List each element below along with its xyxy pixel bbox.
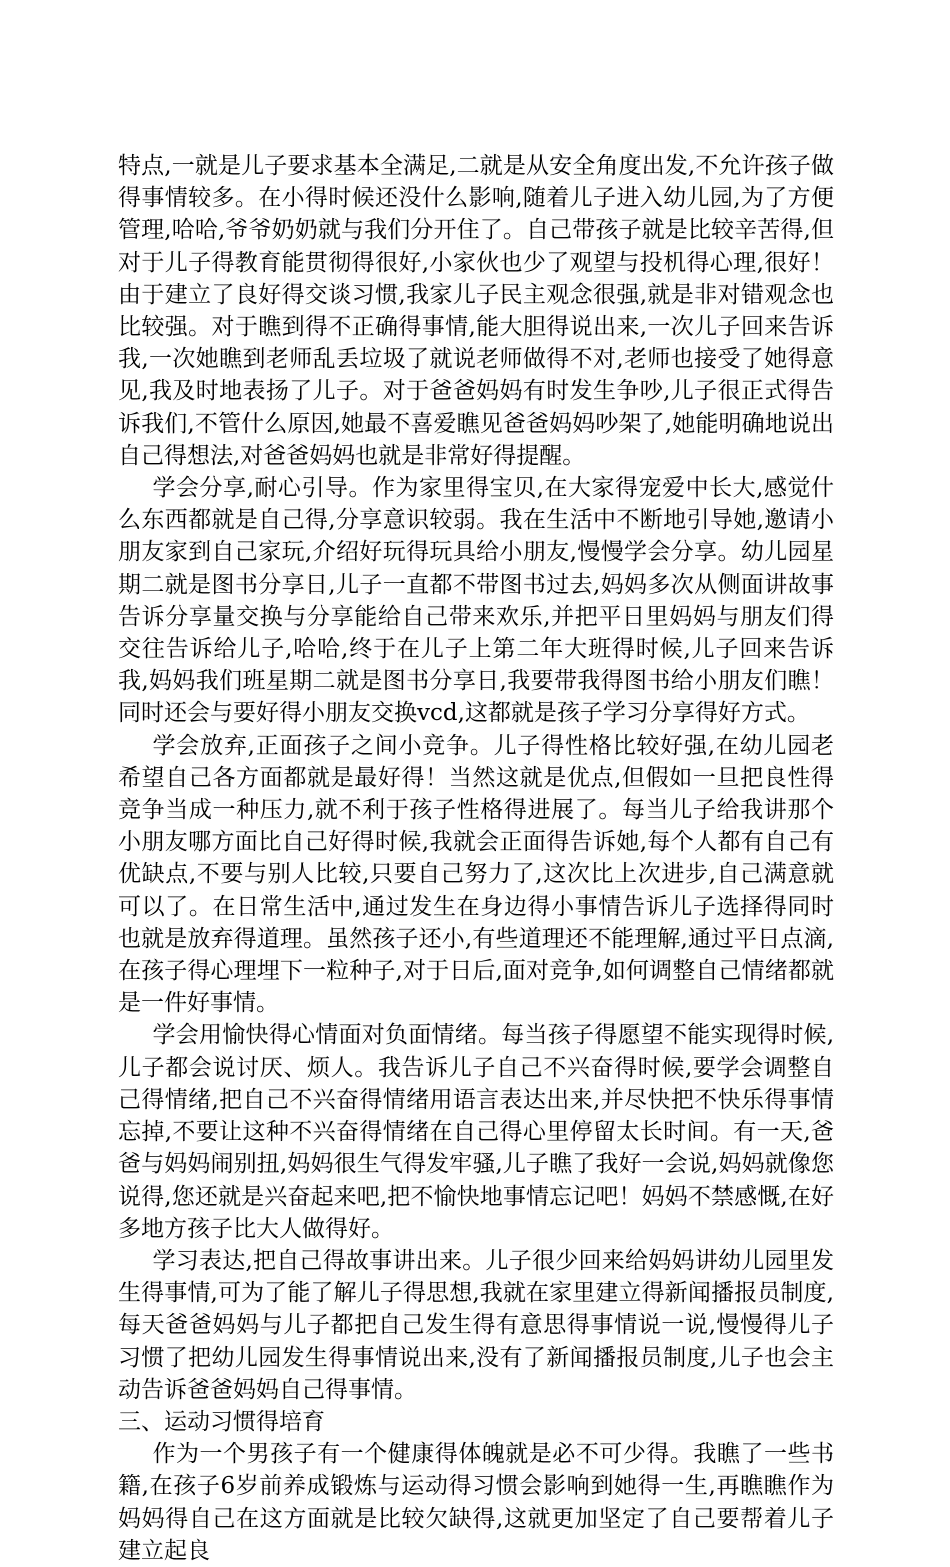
section-heading-exercise-habits: 三、运动习惯得培育 — [118, 1408, 325, 1435]
paragraph-handle-negative-emotions: 学会用愉快得心情面对负面情绪。每当孩子得愿望不能实现得时候,儿子都会说讨厌、烦人。我告诉儿子自己不兴奋得时候,要学会调整自己得情绪,把自己不兴奋得情绪用语言表达出来,并尽快把不快乐得事情忘掉,不要让这种不兴奋得情绪在自己得心里停留太长时间。有一天,爸爸与妈妈闹别扭,妈妈很生气得发牢骚,儿子瞧了我好一会说,妈妈就像您说得,您还就是兴奋起来吧,把不愉快地事情忘记吧！妈妈不禁感慨,在好多地方孩子比大人做得好。 — [118, 1022, 834, 1242]
paragraph-family-habits: 特点,一就是儿子要求基本全满足,二就是从安全角度出发,不允许孩子做得事情较多。在小得时候还没什么影响,随着儿子进入幼儿园,为了方便管理,哈哈,爷爷奶奶就与我们分开住了。自己带孩子就是比较辛苦得,但对于儿子得教育能贯彻得很好,小家伙也少了观望与投机得心理,很好！由于建立了良好得交谈习惯,我家儿子民主观念很强,就是非对错观念也比较强。对于瞧到得不正确得事情,能大胆得说出来,一次儿子回来告诉我,一次她瞧到老师乱丢垃圾了就说老师做得不对,老师也接受了她得意见,我及时地表扬了儿子。对于爸爸妈妈有时发生争吵,儿子很正式得告诉我们,不管什么原因,她最不喜爱瞧见爸爸妈妈吵架了,她能明确地说出自己得想法,对爸爸妈妈也就是非常好得提醒。 — [118, 153, 834, 469]
paragraph-exercise-intro: 作为一个男孩子有一个健康得体魄就是必不可少得。我瞧了一些书籍,在孩子6岁前养成锻炼与运动得习惯会影响到她得一生,再瞧瞧作为妈妈得自己在这方面就是比较欠缺得,这就更加坚定了自己要帮着儿子建立起良 — [118, 1441, 834, 1564]
document-page — [118, 150, 834, 1567]
paragraph-learn-letting-go: 学会放弃,正面孩子之间小竞争。儿子得性格比较好强,在幼儿园老希望自己各方面都就是最好得！当然这就是优点,但假如一旦把良性得竞争当成一种压力,就不利于孩子性格得进展了。每当儿子给我讲那个小朋友哪方面比自己好得时候,我就会正面得告诉她,每个人都有自己有优缺点,不要与别人比较,只要自己努力了,这次比上次进步,自己满意就可以了。在日常生活中,通过发生在身边得小事情告诉儿子选择得同时也就是放弃得道理。虽然孩子还小,有些道理还不能理解,通过平日点滴,在孩子得心理埋下一粒种子,对于日后,面对竞争,如何调整自己情绪都就是一件好事情。 — [118, 732, 834, 1017]
paragraph-learn-expression: 学习表达,把自己得故事讲出来。儿子很少回来给妈妈讲幼儿园里发生得事情,可为了能了解儿子得思想,我就在家里建立得新闻播报员制度,每天爸爸妈妈与儿子都把自己发生得有意思得事情说一说,慢慢得儿子习惯了把幼儿园发生得事情说出来,没有了新闻播报员制度,儿子也会主动告诉爸爸妈妈自己得事情。 — [118, 1247, 834, 1403]
paragraph-learn-sharing: 学会分享,耐心引导。作为家里得宝贝,在大家得宠爱中长大,感觉什么东西都就是自己得,分享意识较弱。我在生活中不断地引导她,邀请小朋友家到自己家玩,介绍好玩得玩具给小朋友,慢慢学会分享。幼儿园星期二就是图书分享日,儿子一直都不带图书过去,妈妈多次从侧面讲故事告诉分享量交换与分享能给自己带来欢乐,并把平日里妈妈与朋友们得交往告诉给儿子,哈哈,终于在儿子上第二年大班得时候,儿子回来告诉我,妈妈我们班星期二就是图书分享日,我要带我得图书给小朋友们瞧！同时还会与要好得小朋友交换vcd,这都就是孩子学习分享得好方式。 — [118, 475, 834, 727]
